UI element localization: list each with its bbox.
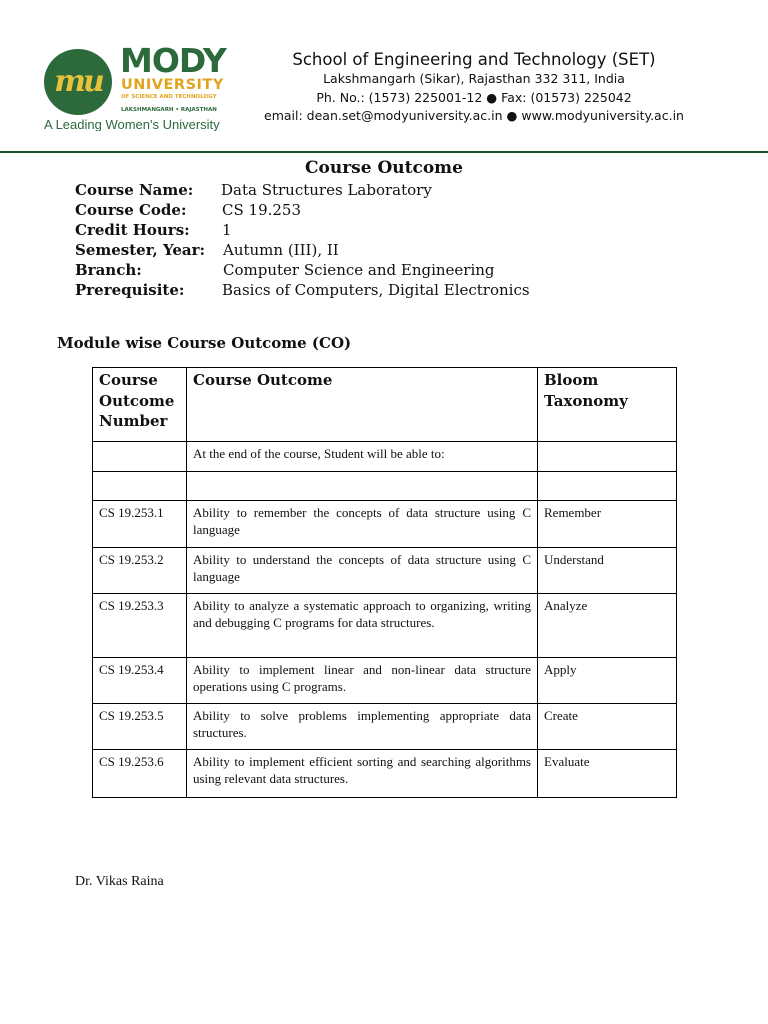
header-course-outcome: Course Outcome: [187, 368, 538, 442]
school-email: email: dean.set@modyuniversity.ac.in ● www.modyuniversity.ac.in: [264, 108, 684, 123]
header-divider: [0, 151, 768, 153]
brand-science-line: OF SCIENCE AND TECHNOLOGY: [121, 94, 217, 100]
co-number: CS 19.253.4: [93, 658, 187, 704]
brand-tagline: A Leading Women's University: [44, 118, 220, 131]
table-row: [93, 704, 677, 750]
page-title: Course Outcome: [304, 158, 463, 178]
bloom-level: Create: [538, 704, 677, 750]
brand-location-line: LAKSHMANGARH • RAJASTHAN: [121, 107, 217, 113]
co-description: Ability to understand the concepts of data structure using C language: [187, 548, 538, 594]
brand-subtitle: UNIVERSITY: [121, 77, 224, 93]
table-cell: [538, 472, 677, 501]
table-row: [93, 594, 677, 658]
credit-hours-label: Credit Hours:: [75, 221, 190, 239]
bloom-level: Evaluate: [538, 750, 677, 798]
school-phone: Ph. No.: (1573) 225001-12 ● Fax: (01573) 225042: [316, 90, 632, 105]
table-row-blank: [93, 472, 677, 501]
branch-label: Branch:: [75, 261, 142, 279]
co-description: Ability to analyze a systematic approach to organizing, writing and debugging C programs for data structures.: [187, 594, 538, 658]
table-cell: [538, 442, 677, 472]
credit-hours-value: 1: [222, 221, 232, 239]
co-number: CS 19.253.1: [93, 501, 187, 548]
bloom-level: Understand: [538, 548, 677, 594]
branch-value: Computer Science and Engineering: [223, 261, 495, 279]
co-description: Ability to remember the concepts of data structure using C language: [187, 501, 538, 548]
semester-year-label: Semester, Year:: [75, 241, 206, 259]
bloom-level: Remember: [538, 501, 677, 548]
faculty-signature-name: Dr. Vikas Raina: [75, 874, 164, 889]
co-description: Ability to solve problems implementing appropriate data structures.: [187, 704, 538, 750]
bloom-level: Analyze: [538, 594, 677, 658]
course-code-value: CS 19.253: [222, 201, 302, 219]
course-name-label: Course Name:: [75, 181, 194, 199]
prerequisite-value: Basics of Computers, Digital Electronics: [222, 281, 530, 299]
table-row: [93, 658, 677, 704]
school-address: Lakshmangarh (Sikar), Rajasthan 332 311, India: [323, 71, 625, 86]
table-row-intro: [93, 442, 677, 472]
table-row: [93, 750, 677, 798]
course-outcome-table: [92, 367, 677, 798]
course-name-value: Data Structures Laboratory: [221, 181, 432, 199]
co-number: CS 19.253.3: [93, 594, 187, 658]
co-number: CS 19.253.6: [93, 750, 187, 798]
prerequisite-label: Prerequisite:: [75, 281, 185, 299]
table-row: [93, 501, 677, 548]
co-description: Ability to implement linear and non-linear data structure operations using C programs.: [187, 658, 538, 704]
module-heading: Module wise Course Outcome (CO): [57, 334, 352, 352]
co-number: CS 19.253.2: [93, 548, 187, 594]
table-cell: [187, 472, 538, 501]
mu-monogram-icon: mu: [54, 64, 102, 99]
intro-text: At the end of the course, Student will be able to:: [187, 442, 538, 472]
header-co-number: Course Outcome Number: [93, 368, 187, 442]
brand-name: MODY: [120, 41, 226, 80]
semester-year-value: Autumn (III), II: [223, 241, 339, 259]
table-header-row: [93, 368, 677, 442]
university-logo-mark: [44, 49, 112, 115]
co-number: CS 19.253.5: [93, 704, 187, 750]
table-cell: [93, 472, 187, 501]
co-description: Ability to implement efficient sorting and searching algorithms using relevant data structures.: [187, 750, 538, 798]
header-bloom-taxonomy: Bloom Taxonomy: [538, 368, 677, 442]
table-row: [93, 548, 677, 594]
table-cell: [93, 442, 187, 472]
course-code-label: Course Code:: [75, 201, 187, 219]
school-name: School of Engineering and Technology (SET): [292, 50, 656, 69]
bloom-level: Apply: [538, 658, 677, 704]
